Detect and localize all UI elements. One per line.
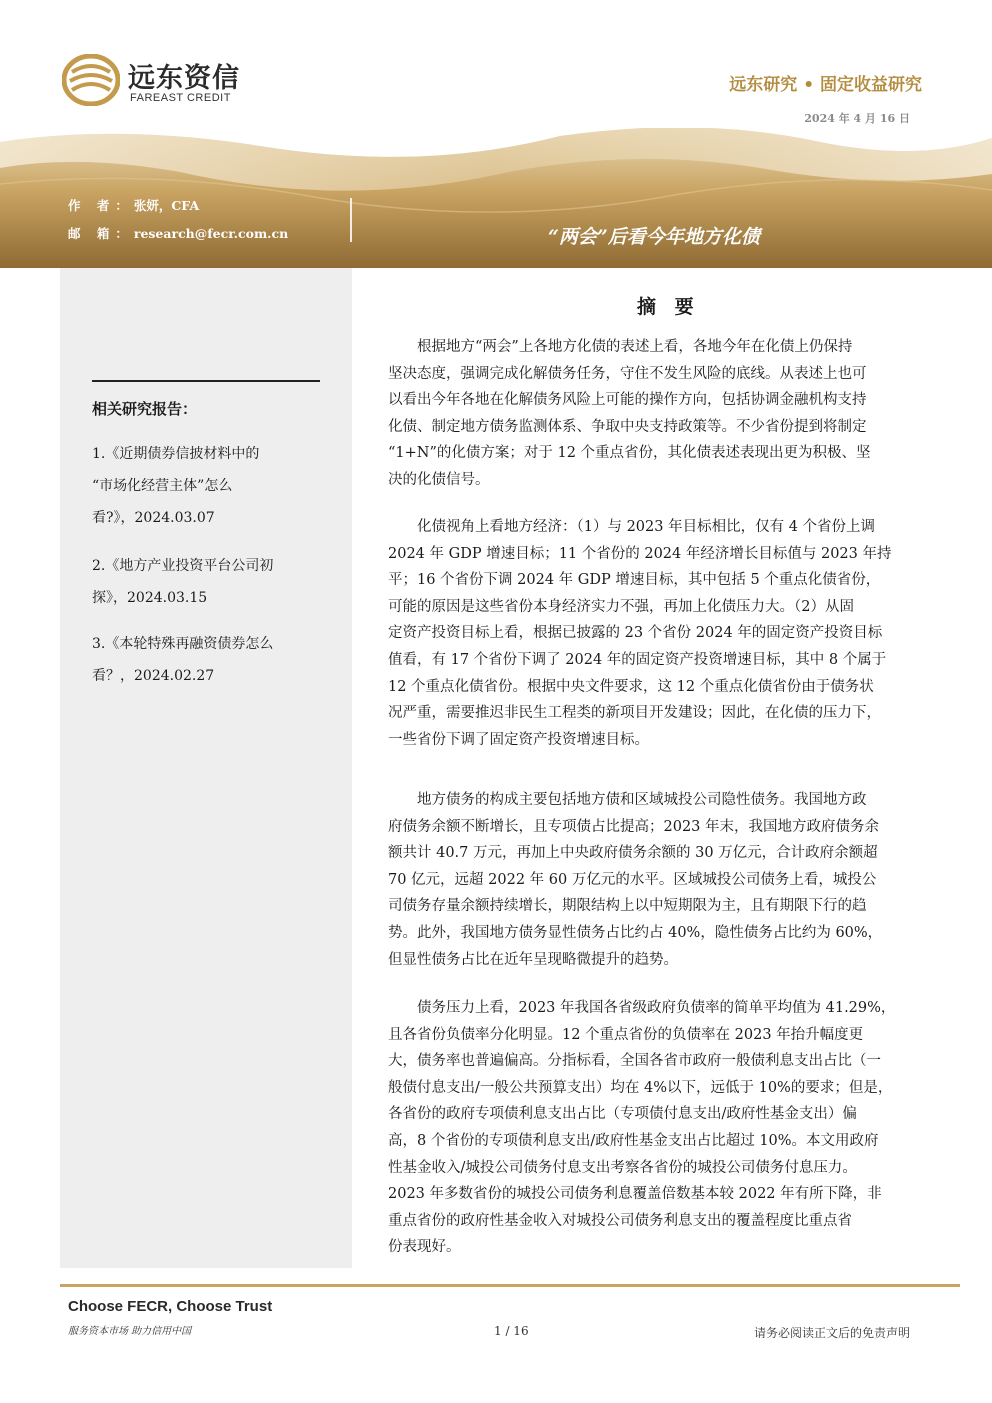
related-report-line: “市场化经营主体”怎么 — [92, 478, 233, 494]
page-number: 1 / 16 — [494, 1324, 529, 1338]
paragraph-line: 可能的原因是这些省份本身经济实力不强，再加上化债压力大。（2）从固 — [388, 598, 854, 615]
related-report-line: 2.《地方产业投资平台公司初 — [92, 558, 274, 574]
related-report-line: 看?》，2024.03.07 — [92, 510, 215, 526]
paragraph-line: 重点省份的政府性基金收入对城投公司债务利息支出的覆盖程度比重点省 — [388, 1212, 852, 1229]
paragraph-line: 且各省份负债率分化明显。12 个重点省份的负债率在 2023 年抬升幅度更 — [388, 1026, 864, 1043]
paragraph-line: 地方债务的构成主要包括地方债和区域城投公司隐性债务。我国地方政 — [417, 792, 867, 808]
disclaimer-note: 请务必阅读正文后的免责声明 — [753, 1326, 910, 1340]
abstract-paragraph — [388, 787, 964, 973]
paragraph-line: 大，债务率也普遍偏高。分指标看，全国各省市政府一般债利息支出占比（一 — [388, 1053, 881, 1070]
paragraph-line: 份表现好。 — [388, 1239, 461, 1256]
abstract-paragraph — [388, 514, 964, 753]
footer-slogan: Choose FECR, Choose Trust — [68, 1298, 273, 1315]
related-report-line: 探》，2024.03.15 — [92, 590, 208, 606]
email-address[interactable]: research@fecr.com.cn — [133, 226, 289, 241]
paragraph-line: 各省份的政府专项债利息支出占比（专项债付息支出/政府性基金支出）偏 — [388, 1106, 857, 1123]
paragraph-line: 司债务存量余额持续增长，期限结构上以中短期限为主，且有期限下行的趋 — [388, 898, 867, 915]
paragraph-line: 12 个重点化债省份。根据中央文件要求，这 12 个重点化债省份由于债务状 — [388, 678, 874, 695]
footer-rule — [60, 1284, 960, 1287]
logo-english-name: FAREAST CREDIT — [130, 92, 231, 104]
abstract-paragraph — [388, 995, 964, 1261]
paragraph-line: 一些省份下调了固定资产投资增速目标。 — [388, 731, 649, 748]
related-report-line: 看？，2024.02.27 — [92, 668, 215, 684]
paragraph-line: 势。此外，我国地方债务显性债务占比约占 40%，隐性债务占比约为 60%， — [388, 924, 883, 941]
paragraph-line: 2024 年 GDP 增速目标；11 个省份的 2024 年经济增长目标值与 2023 年持 — [388, 545, 892, 562]
paragraph-line: 以看出今年各地在化解债务风险上可能的操作方向，包括协调金融机构支持 — [388, 392, 867, 409]
paragraph-line: “1+N”的化债方案；对于 12 个重点省份，其化债表述表现出更为积极、坚 — [388, 445, 871, 462]
abstract-heading: 摘 要 — [637, 296, 700, 318]
related-reports-sidebar — [60, 268, 352, 1268]
related-report-item[interactable] — [92, 628, 332, 692]
logo-mark-icon — [62, 54, 120, 106]
paragraph-line: 平；16 个省份下调 2024 年 GDP 增速目标，其中包括 5 个重点化债省份， — [388, 572, 881, 589]
paragraph-line: 根据地方“两会”上各地方化债的表述上看，各地今年在化债上仍保持 — [417, 339, 853, 355]
paragraph-line: 化债、制定地方债务监测体系、争取中央支持政策等。不少省份提到将制定 — [388, 418, 867, 435]
report-date: 2024 年 4 月 16 日 — [804, 112, 910, 125]
email-line — [68, 224, 288, 242]
abstract-paragraph — [388, 334, 964, 494]
document-title: “两会”后看今年地方化债 — [548, 226, 760, 248]
email-label: 邮 箱： — [68, 226, 134, 241]
paragraph-line: 额共计 40.7 万元，再加上中央政府债务余额的 30 万亿元，合计政府余额超 — [388, 845, 878, 862]
paragraph-line: 府债务余额不断增长，且专项债占比提高；2023 年末，我国地方政府债务余 — [388, 818, 880, 835]
paragraph-line: 2023 年多数省份的城投公司债务利息覆盖倍数基本较 2022 年有所下降，非 — [388, 1186, 882, 1203]
paragraph-line: 70 亿元，远超 2022 年 60 万亿元的水平。区域城投公司债务上看，城投公 — [388, 871, 877, 888]
related-report-item[interactable] — [92, 550, 332, 614]
author-label: 作 者： — [68, 198, 134, 213]
author-name: 张妍，CFA — [133, 198, 200, 213]
paragraph-line: 般债付息支出/一般公共预算支出）均在 4%以下，远低于 10%的要求；但是， — [388, 1079, 893, 1096]
paragraph-line: 况严重，需要推迟非民生工程类的新项目开发建设；因此，在化债的压力下， — [388, 705, 881, 722]
paragraph-line: 债务压力上看，2023 年我国各省级政府负债率的简单平均值为 41.29%， — [417, 1000, 896, 1016]
related-report-line: 3.《本轮特殊再融资债券怎么 — [92, 636, 274, 652]
logo-chinese-name: 远东资信 — [128, 63, 240, 94]
sidebar-heading: 相关研究报告： — [92, 400, 198, 418]
header-divider — [350, 198, 352, 242]
paragraph-line: 高，8 个省份的专项债利息支出/政府性基金支出占比超过 10%。本文用政府 — [388, 1132, 879, 1149]
paragraph-line: 化债视角上看地方经济：（1）与 2023 年目标相比，仅有 4 个省份上调 — [417, 519, 876, 535]
paragraph-line: 值看，有 17 个省份下调了 2024 年的固定资产投资增速目标，其中 8 个属于 — [388, 651, 887, 668]
company-logo — [62, 54, 262, 110]
related-report-line: 1.《近期债券信披材料中的 — [92, 446, 260, 462]
author-line — [68, 196, 199, 214]
footer-slogan-sub: 服务资本市场 助力信用中国 — [68, 1326, 192, 1337]
paragraph-line: 坚决态度，强调完成化解债务任务，守住不发生风险的底线。从表述上也可 — [388, 365, 867, 382]
sidebar-rule — [92, 380, 320, 382]
paragraph-line: 但显性债务占比在近年呈现略微提升的趋势。 — [388, 951, 678, 968]
paragraph-line: 定资产投资目标上看，根据已披露的 23 个省份 2024 年的固定资产投资目标 — [388, 625, 883, 642]
report-series: 远东研究 • 固定收益研究 — [729, 75, 922, 95]
paragraph-line: 性基金收入/城投公司债务付息支出考察各省份的城投公司债务付息压力。 — [388, 1159, 857, 1176]
paragraph-line: 决的化债信号。 — [388, 471, 490, 488]
related-report-item[interactable] — [92, 438, 332, 534]
